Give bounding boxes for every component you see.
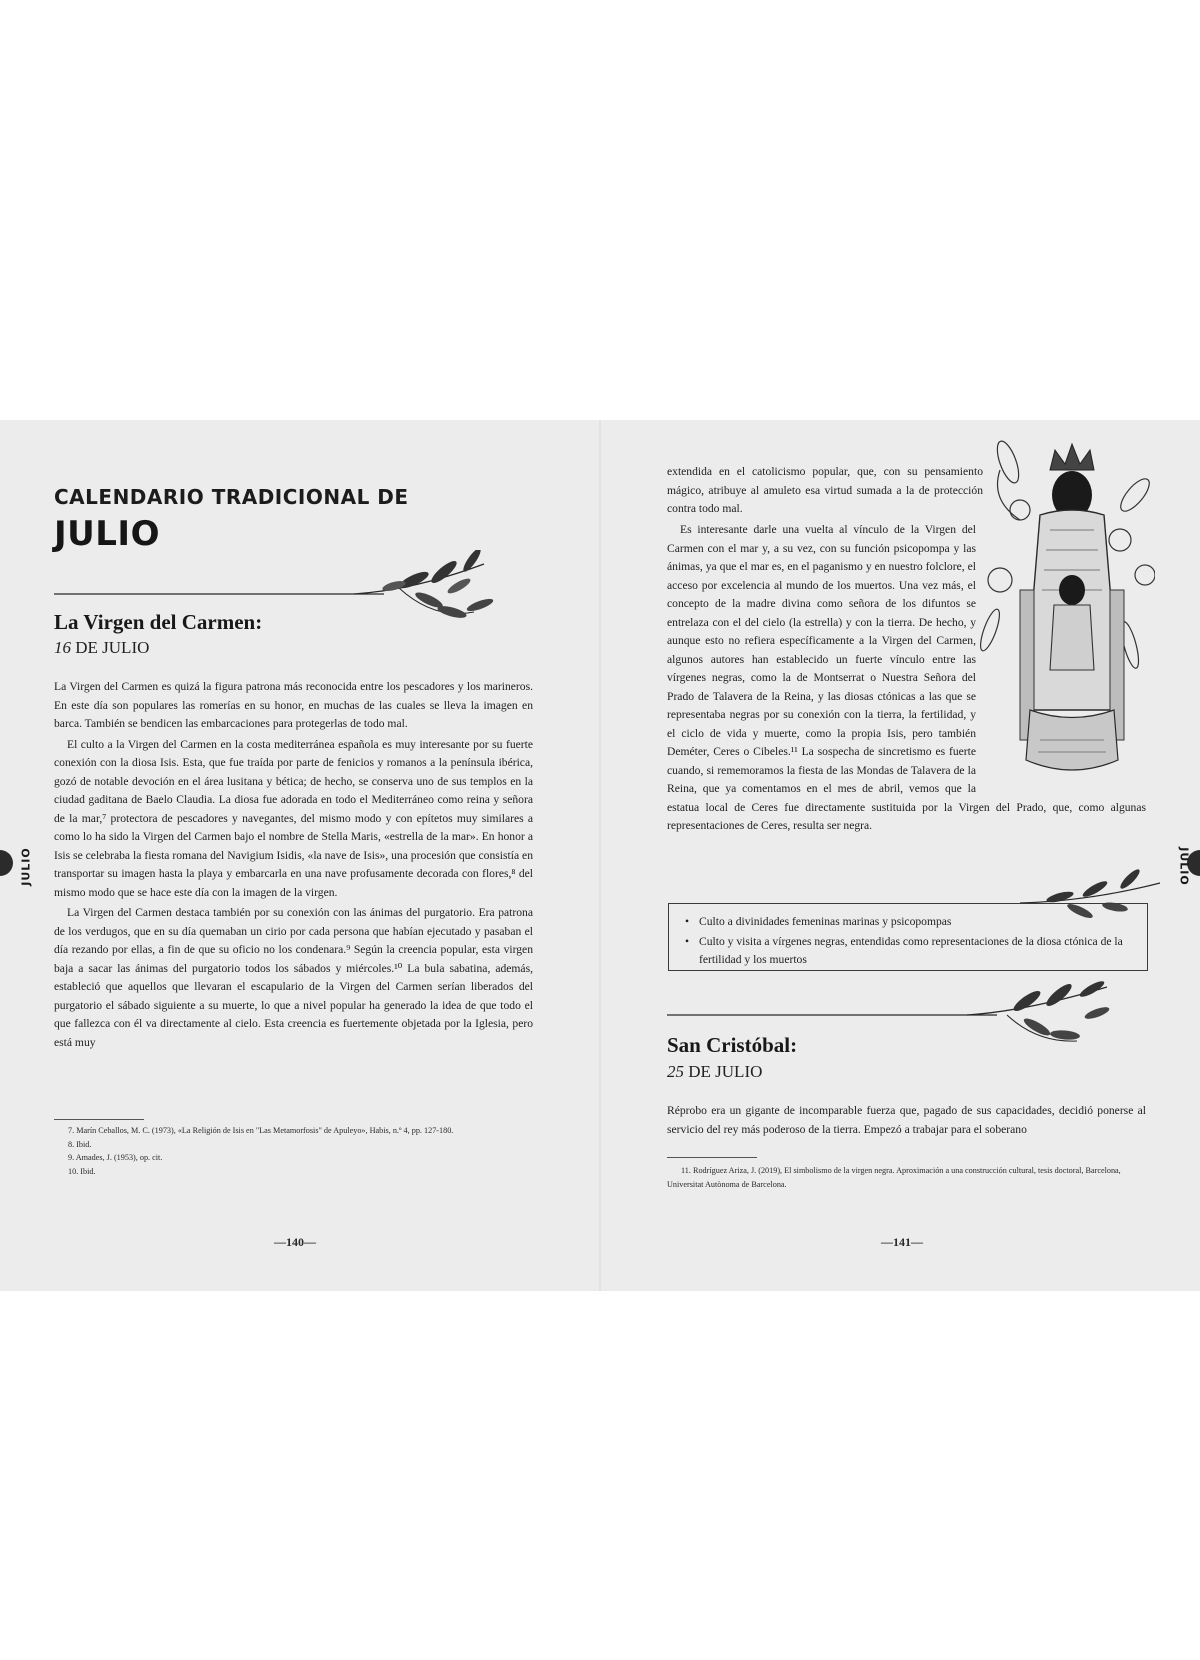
left-footnotes [54,1124,533,1178]
paragraph: Réprobo era un gigante de incomparable fuerza que, pagado de sus capacidades, decidió ponerse al servicio del rey más poderoso de la tierra. Empezó a trabajar para el soberano [667,1104,1146,1136]
calendar-label: CALENDARIO TRADICIONAL DE [54,485,409,509]
date-number: 16 [54,638,71,657]
left-page [0,420,600,1291]
footnote: 8. Ibid. [68,1139,92,1149]
paragraph: Es interesante darle una vuelta al vínculo de la Virgen del Carmen con el mar y, a su vez, con su función psicopompa y las ánimas, ya que el mar es, en el paganismo y en nuestro folclore, el acceso por excelencia al mundo de los muertos. Una vez más, el concepto de la madre divina como señora de los difuntos se entrelaza con el del cielo (la estrella) y con la tierra. De hecho, y aunque esto no refiera específicamente a la Virgen del Carmen, algunos autores han establecido un fuerte vínculo entre las vírgenes negras, como la de Montserrat o Nuestra Señora del Prado de Talavera de la Reina, y las diosas ctónicas a las que se representaba negras por su conexión con la tierra, la fertilidad, y el ciclo de vida y muerte, como la propia Isis, pero también Deméter, Ceres o Cibeles.¹¹ La sospecha de sincretismo es fuerte cuando, si rememoramos la fiesta de las Mondas de Talavera de la Reina, que ya comentamos en el mes de abril, vemos que la estatua local de Ceres fue directamente sustituida por la Virgen del Prado, que, como algunas representaciones de Ceres, resulta ser negra. [667,523,1146,832]
section-title-san-cristobal: San Cristóbal: [667,1033,798,1057]
bullet-dot-icon: • [685,915,690,928]
right-page [600,420,1200,1291]
footnote: 10. Ibid. [68,1166,96,1176]
right-body-text [667,521,1146,881]
footnote-rule [667,1157,757,1158]
footnote: 11. Rodríguez Ariza, J. (2019), El simbolismo de la virgen negra. Aproximación a una construcción cultural, tesis doctoral, Barcelona, Universitat Autònoma de Barcelona. [667,1166,1121,1189]
date-number: 25 [667,1062,684,1081]
footnote: 7. Marín Ceballos, M. C. (1973), «La Religión de Isis en "Las Metamorfosis" de Apuleyo», Habis, n.º 4, pp. 127-180. [68,1126,454,1135]
page-number-right: —141— [881,1235,923,1249]
date-month: DE JULIO [71,638,150,657]
illustration-wrap-space [976,521,1146,789]
paragraph: La Virgen del Carmen es quizá la figura patrona más reconocida entre los pescadores y los marineros. En este día son populares las romerías en su honor, en muchas de las cuales se lleva la imagen en barca. También se bendicen las embarcaciones para protegerlas de todo mal. [54,680,533,730]
date-month: DE JULIO [684,1062,763,1081]
section-title-virgen-del-carmen: La Virgen del Carmen: [54,610,263,634]
footnote: 9. Amades, J. (1953), op. cit. [68,1153,163,1162]
month-title: JULIO [54,514,160,554]
key-points-box [668,903,1148,971]
right-body-text-wrapped [667,463,983,519]
bullet-dot-icon: • [685,935,690,948]
side-tab-julio-left: JULIO [19,847,33,886]
list-item [685,913,1139,931]
list-item-text: Culto a divinidades femeninas marinas y psicopompas [699,915,952,928]
list-item [685,933,1139,969]
san-cristobal-text [667,1102,1146,1139]
side-tab-julio-right: JULIO [1177,847,1191,886]
list-item-text: Culto y visita a vírgenes negras, entendidas como representaciones de la diosa ctónica de la fertilidad y los muertos [699,935,1123,966]
right-footnotes [667,1164,1146,1191]
key-points-list [685,913,1139,969]
thumb-tab-circle [0,850,13,876]
page-number-left: —140— [274,1235,316,1249]
footnote-rule [54,1119,144,1120]
left-body-text [54,678,533,1052]
section-date-16-julio [54,638,149,658]
book-spread [0,420,1200,1291]
paragraph: extendida en el catolicismo popular, que, con su pensamiento mágico, atribuye al amuleto esa virtud sumada a la de protección contra todo mal. [667,465,983,515]
paragraph: El culto a la Virgen del Carmen en la costa mediterránea española es muy interesante por su fuerte conexión con la diosa Isis. Esta, que fue traída por parte de fenicios y romanos a la península ibérica, gozó de notable devoción en el área lusitana y bética; de hecho, se conserva uno de sus templos en la ciudad gaditana de Baelo Claudia. La diosa fue adorada en todo el Mediterráneo como reina y señora de la mar,⁷ protectora de pescadores y navegantes, del mismo modo y con epítetos muy similares a como lo ha sido la Virgen del Carmen bajo el nombre de Stella Maris, «estrella de la mar». En honor a Isis se celebraba la fiesta romana del Navigium Isidis, «la nave de Isis», una procesión que consistía en transportar su imagen hasta la playa y embarcarla en una nave profusamente decorada con flores,⁸ del mismo modo que se hace este día con la imagen de la virgen. [54,737,533,899]
section-date-25-julio [667,1062,762,1082]
paragraph: La Virgen del Carmen destaca también por su conexión con las ánimas del purgatorio. Era patrona de los verdugos, que en su día quemaban un cirio por cada persona que habían ejecutado y pasaban el día rezando por ellas, a fin de que su oficio no los condenara.⁹ Según la creencia popular, esta virgen baja a sacar las ánimas del purgatorio todos los sábados y miércoles.¹⁰ La bula sabatina, además, estableció que aquellos que llevaran el escapulario de la Virgen del Carmen serían liberados del purgatorio el sábado siguiente a su muerte, lo que a nivel popular ha generado la idea de que todo el que fallezca con él va directamente al cielo. Esta creencia es fuertemente objetada por la Iglesia, pero está muy [54,906,533,1049]
